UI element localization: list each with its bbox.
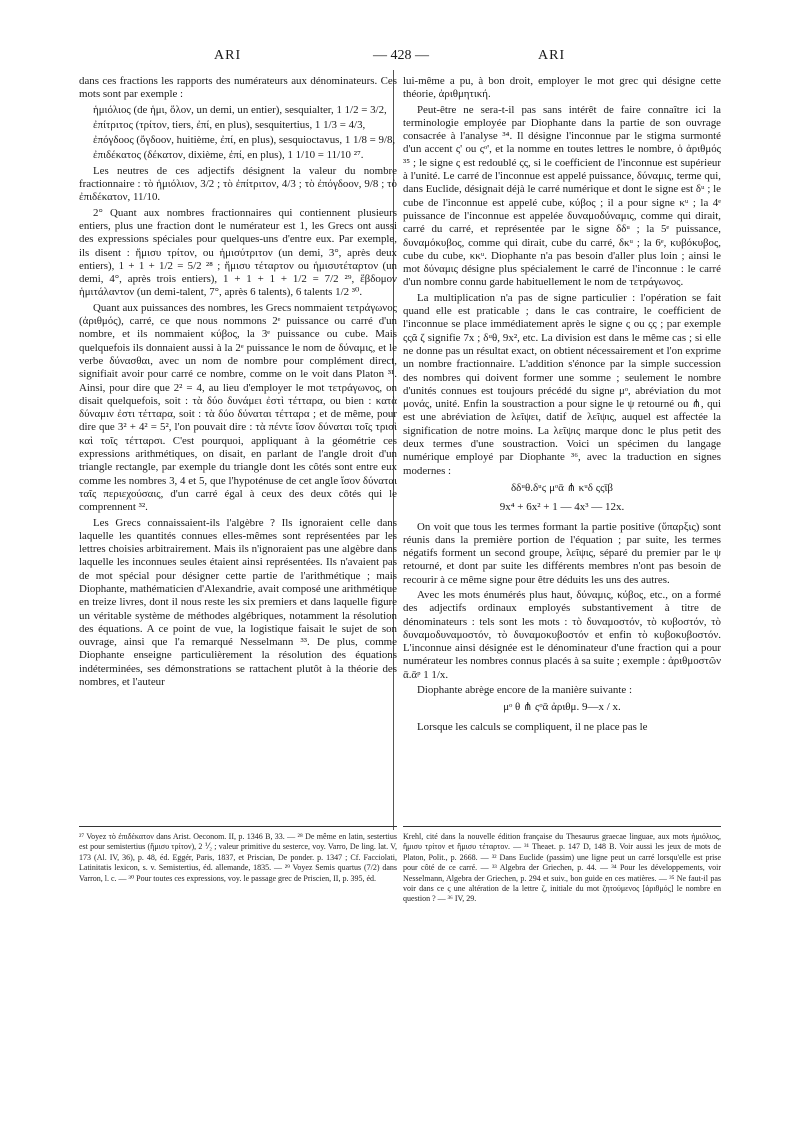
paragraph: 2° Quant aux nombres fractionnaires qui contiennent plusieurs entiers, plus une fraction dont le numérateur est 1, les Grecs ont aussi des expressions spéciales pour quelques-uns d'entre eux. Par exemple, ils disent : ἥμισυ τρίτον, ou ἡμισύτριτον (un demi, 3°, après deux entiers), 1 + 1 + 1/2 = 5/2 ²⁸ ; ἥμισυ τέταρτον ou ἡμισυτέταρτον (un demi, 4°, après trois entiers), 1 + 1 + 1 + 1/2 = 7/2 ²⁹, ἕβδομον ἡμιτάλαντον (un demi-talent, 7°, après 6 talents), 6 talents 1/2 ³⁰.: [79, 206, 397, 299]
footnote-rule-right: [403, 826, 721, 827]
footnotes-right: Krehl, cité dans la nouvelle édition française du Thesaurus graecae linguae, aux mots ἡμιόλιος, ἥμισυ τρίτον et ἥμισυ τέταρτον. — ³¹ Theaet. p. 147 D, 148 B. Voir aussi les jeux de mots de Platon, Polit., p. 2668. — ³² Dans Euclide (passim) une ligne peut un carré lorsqu'elle est prise pour côté de ce carré. — ³³ Algebra der Griechen, p. 44. — ³⁴ Pour les développements, voir Nesselmann, Algebra der Griechen, p. 294 et suiv., bon guide en ces matières. — ³⁵ Ne faut-il pas voir dans ce ς une altération de la lettre ζ, initiale du mot ζητούμενος [ἀριθμός] le nombre en question ? — ³⁶ IV, 29.: [403, 832, 721, 904]
paragraph: Quant aux puissances des nombres, les Grecs nommaient τετράγωνος (ἀριθμός), carré, ce que nous nommons 2ᵉ puissance ou carré d'un nombre, et ils nommaient κύβος, la 3ᵉ puissance ou cube. Mais quelquefois ils donnaient aussi à la 2ᵉ puissance le nom de δύναμις, et le verbe δύνασθαι, avec un nom de nombre pour complément direct, signifiait avoir pour carré ce nombre, comme on le voit dans Platon ³¹. Ainsi, pour dire que 2² = 4, au lieu d'employer le mot τετράγωνος, on disait quelquefois, soit : τὰ δύο δυνάμει ἐστὶ τέτταρα, ou bien : κατὰ δύναμιν ἐστι τέτταρα, soit : τὰ δύο δύναται τέτταρα ; et de même, pour dire que 3² + 4² = 5², l'on pouvait dire : τὰ πέντε ἴσον δύναται τοῖς τρισὶ καὶ τοῖς τέτταρσι. C'est pourquoi, appliquant à la géométrie ces expressions arithmétiques, on disait, en parlant de l'angle droit d'un triangle rectangle, par exemple du triangle dont les côtés sont entre eux comme les nombres 3, 4 et 5, que l'hypoténuse de cet angle ἴσον δύναται ταῖς περιεχούσαις, d'un carré égal à ceux des deux côtés qui le comprennent ³².: [79, 301, 397, 514]
paragraph: On voit que tous les termes formant la partie positive (ὕπαρξις) sont réunis dans la première portion de l'équation ; par suite, les termes négatifs forment un second groupe, λεῖψις, séparé du premier par le ψ retourné, et dont par suite les différents membres n'ont pas besoin de recourir à ce même signe pour être déduits les uns des autres.: [403, 520, 721, 586]
equation-modern: 9x⁴ + 6x² + 1 — 4x³ — 12x.: [499, 501, 625, 514]
right-column: [403, 75, 721, 815]
paragraph: ἐπίτριτος (τρίτον, tiers, ἐπί, en plus), sesquitertius, 1 1/3 = 4/3,: [93, 118, 366, 131]
paragraph: Avec les mots énumérés plus haut, δύναμις, κύβος, etc., on a formé des adjectifs ordinaux employés substantivement à titre de dénominateurs : tels sont les mots : τὸ δυναμοστόν, τὸ κυβοστόν, τὸ δυναμοδυναμοστόν, τὸ δυναμοκυβοστόν et enfin τὸ κυβοκυβοστόν. L'inconnue ainsi désignée est le dénominateur d'une fraction qui a pour numérateur les nombres connus placés à sa suite ; exemple : ἀριθμοστῶν ᾱ.ᾱᵖ 1 1/x.: [403, 588, 721, 681]
footnotes-left: ²⁷ Voyez τὸ ἐπιδέκατον dans Arist. Oeconom. II, p. 1346 B, 33. — ²⁸ De même en latin, sestertius est pour semistertius (ἥμισυ τρίτον), 2 ⅟₂ ; valeur primitive du sesterce, voy. Varro, De ling. lat. V, 173 (Al. IV, 36), p. 48, éd. Eggér, Paris, 1837, et Priscian, De ponder. p. 1347 ; Cf. Facciolati, Latinitatis lexicon, s. v. Semistertius, éd. allemande, 1835. — ²⁹ Voyez Semis quartus (7/2) dans Varron, l. c. — ³⁰ Pour toutes ces expressions, voy. le passage grec de Priscien, II, p. 395, éd.: [79, 832, 397, 883]
paragraph: lui-même a pu, à bon droit, employer le mot grec qui désigne cette théorie, ἀριθμητική.: [403, 75, 721, 101]
page-header: [0, 48, 800, 70]
paragraph: Lorsque les calculs se compliquent, il ne place pas le: [417, 720, 648, 733]
paragraph: ἐπόγδοος (ὄγδοον, huitième, ἐπί, en plus), sesquioctavus, 1 1/8 = 9/8,: [93, 134, 396, 147]
running-head-left: ARI: [214, 48, 242, 63]
equation-greek: δδᵘθ.δᵘϛ μᵒᾱ ⋔ κᵘδ ςςῑβ: [510, 481, 614, 494]
equation-abbreviated: μᵒ θ ⋔ ςᵒᾱ ἀριθμ. 9—x / x.: [503, 701, 621, 714]
paragraph: Diophante abrège encore de la manière suivante :: [417, 684, 632, 697]
paragraph: ἐπιδέκατος (δέκατον, dixième, ἐπί, en plus), 1 1/10 = 11/10 ²⁷.: [93, 149, 364, 162]
paragraph: ἡμιόλιος (de ἡμι, ὅλον, un demi, un entier), sesquialter, 1 1/2 = 3/2,: [93, 103, 387, 116]
paragraph: Peut-être ne sera-t-il pas sans intérêt de faire connaître ici la terminologie employée par Diophante dans la partie de son ouvrage consacrée à l'analyse ³⁴. Il désigne l'inconnue par le stigma surmonté d'un accent ς' ou ςᵒ', et la nomme en toutes lettres le nombre, ὁ ἀριθμός ³⁵ ; le signe ς est redoublé ςς, si le coefficient de l'inconnue est supérieur à l'unité. Le carré de l'inconnue est appelé puissance, δύναμις, terme qui, dans Euclide, désignait déjà le carré numérique et dont le signe est δᵘ ; le cube de l'inconnue est appelé cube, κύβος ; il a pour signe κᵘ ; la 4ᵉ puissance de l'inconnue est appelée δυναμοδύναμις, comme qui dirait, carré du carré, et représentée par le signe δδᵘ ; la 5ᵉ puissance, δυναμόκυβος, comme qui dirait, cube du carré, δκᵘ ; la 6ᵉ, κυβόκυβος, cube du cube, κκᵘ. Diophante n'a pas besoin d'aller plus loin ; ainsi le mot δύναμις désigne plus spécialement le carré de l'inconnue : le carré d'un nombre connu garde habituellement le nom de τετράγωνος.: [403, 103, 721, 289]
paragraph: La multiplication n'a pas de signe particulier : l'opération se fait quand elle est praticable ; dans le cas contraire, le coefficient de l'inconnue se place immédiatement après le signe ς ou ςς ; par exemple ςςᾶ ζ signifie 7x ; δᵘθ, 9x², etc. La division est dans le même cas ; si elle ne donne pas un résultat exact, on obtient nécessairement et l'on exprime un nombre fractionnaire. L'addition s'énonce par la simple succession des nombres qui doivent former une somme ; seulement le nombre d'unités connues est toujours précédé du signe μᵒ, abréviation du mot μονάς, unité. Enfin la soustraction a pour signe le ψ retourné ou ⋔, qui est une abréviation de λεῖψει, datif de λεῖψις, auquel est affectée la signification de notre moins. La λεῖψις marque donc le plus petit des deux termes d'une soustraction. Voici un spécimen du langage numérique employé par Diophante ³⁶, avec la traduction en signes modernes :: [403, 291, 721, 477]
page-number: — 428 —: [373, 48, 429, 63]
paragraph: Les Grecs connaissaient-ils l'algèbre ? Ils ignoraient celle dans laquelle les quantités connues elles-mêmes sont représentées par les lettres choisies arbitrairement. Mais ils n'ignoraient pas une algèbre dans laquelle les inconnues seules étaient ainsi représentées. Ils n'avaient pas de mot spécial pour désigner cette partie de l'arithmétique ; mais Diophante, mathématicien d'Alexandrie, avait composé une arithmétique en treize livres, dont il nous reste les six premiers et dans laquelle figure un véritable système de méthodes algébriques, notamment la résolution des équations. A ce point de vue, la logistique faisait le sujet de son ouvrage, ainsi que l'a remarqué Nesselmann ³³. De plus, comme Diophante enseigne particulièrement la résolution des équations indéterminées, ses démonstrations se rattachent plutôt à la théorie des nombres, et l'auteur: [79, 516, 397, 689]
running-head-right: ARI: [538, 48, 566, 63]
left-column: [79, 75, 397, 815]
paragraph: dans ces fractions les rapports des numérateurs aux dénominateurs. Ces mots sont par exemple :: [79, 75, 397, 101]
footnote-rule-left: [79, 826, 397, 827]
paragraph: Les neutres de ces adjectifs désignent la valeur du nombre fractionnaire : τὸ ἡμιόλιον, 3/2 ; τὸ ἐπίτριτον, 4/3 ; τὸ ἐπόγδοον, 9/8 ; τὸ ἐπιδέκατον, 11/10.: [79, 164, 397, 204]
